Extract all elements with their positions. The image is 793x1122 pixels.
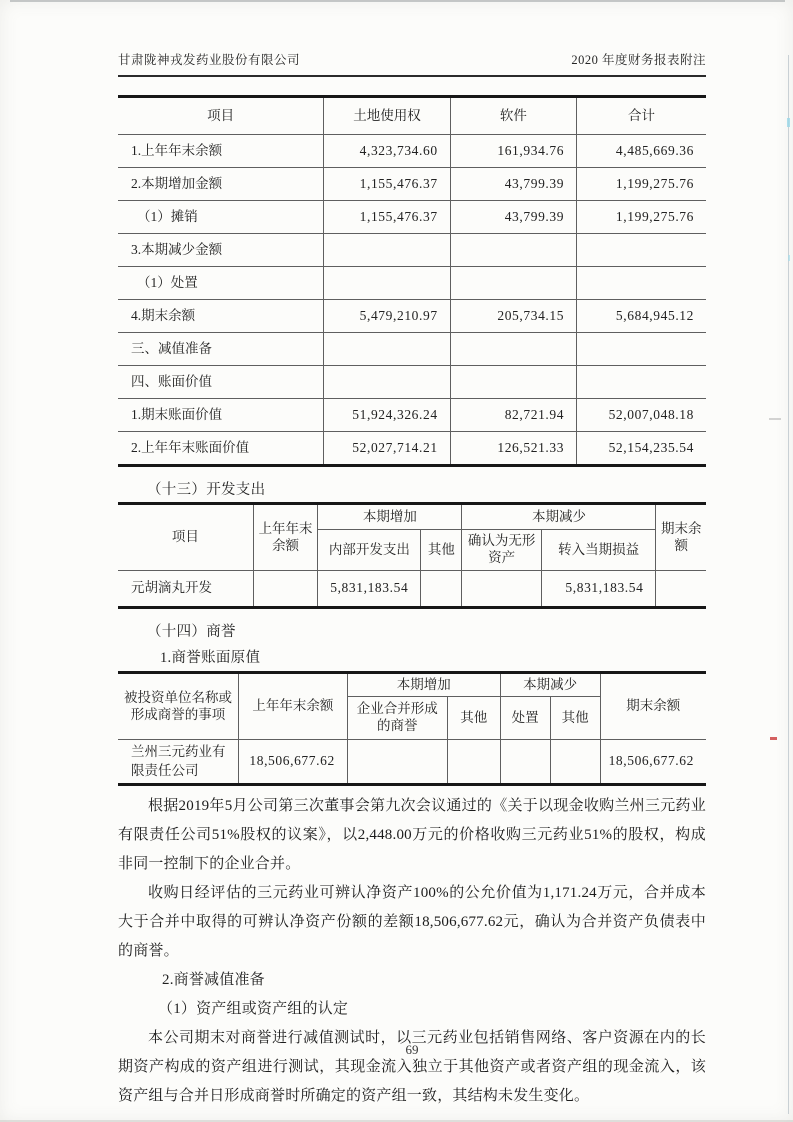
cell-value: [253, 571, 318, 608]
scan-artifact-cyan-tick: [787, 118, 790, 127]
section-heading-development-expenditure: （十三）开发支出: [147, 482, 266, 498]
row-label: 3.本期减少金额: [118, 234, 324, 267]
cell-value: [577, 333, 706, 366]
column-group-decrease: 本期减少: [462, 504, 656, 530]
table-row: [118, 571, 706, 608]
cell-value: 5,684,945.12: [577, 300, 706, 333]
cell-value: [324, 366, 450, 399]
cell-value: 52,154,235.54: [577, 432, 706, 466]
table-header-row: [118, 673, 706, 697]
cell-value: 51,924,326.24: [324, 399, 450, 432]
cell-value: [577, 234, 706, 267]
column-header-decrease-other: 其他: [550, 697, 600, 740]
paragraph-asset-group: 本公司期末对商誉进行减值测试时，以三元药业包括销售网络、客户资源在内的长期资产构成的资产组进行测试，其现金流入独立于其他资产或者资产组的现金流入，该资产组与合并日形成商誉时所确定的资产组一致，其结构未发生变化。: [118, 1030, 706, 1104]
table-row: [118, 234, 706, 267]
cell-value: [550, 740, 600, 785]
cell-value: 5,831,183.54: [541, 571, 656, 608]
column-group-decrease: 本期减少: [500, 673, 600, 697]
table-header-row: [118, 97, 706, 135]
table-row: [118, 267, 706, 300]
table-row: [118, 201, 706, 234]
development-expenditure-table: [118, 502, 706, 609]
table-row: [118, 333, 706, 366]
cell-value: [324, 267, 450, 300]
cell-value: 4,323,734.60: [324, 135, 450, 168]
cell-value: 161,934.76: [450, 135, 576, 168]
row-label: 2.上年年末账面价值: [118, 432, 324, 466]
paragraph-valuation: 收购日经评估的三元药业可辨认净资产100%的公允价值为1,171.24万元，合并成本大于合并中取得的可辨认净资产份额的差额18,506,677.62元，确认为合并资产负债表中的商誉。: [118, 885, 706, 959]
row-label: 1.上年年末余额: [118, 135, 324, 168]
row-label: （1）摊销: [118, 201, 324, 234]
cell-value: 1,155,476.37: [324, 168, 450, 201]
cell-value: 43,799.39: [450, 168, 576, 201]
column-header-item: 项目: [118, 504, 253, 571]
column-header-total: 合计: [577, 97, 706, 135]
row-label: 元胡滴丸开发: [118, 571, 253, 608]
table-row: [118, 135, 706, 168]
cell-value: [450, 267, 576, 300]
table-row: [118, 740, 706, 785]
cell-value: [450, 333, 576, 366]
report-title: 2020 年度财务报表附注: [571, 53, 706, 67]
section-heading-goodwill: （十四）商誉: [147, 624, 236, 640]
column-header-internal-development: 内部开发支出: [318, 530, 421, 571]
row-label: 四、账面价值: [118, 366, 324, 399]
company-name: 甘肃陇神戎发药业股份有限公司: [118, 53, 301, 67]
cell-value: [324, 333, 450, 366]
row-label: 4.期末余额: [118, 300, 324, 333]
column-group-increase: 本期增加: [347, 673, 500, 697]
scan-artifact-gray-mark: [769, 418, 781, 420]
cell-value: 5,831,183.54: [318, 571, 421, 608]
cell-value: 52,007,048.18: [577, 399, 706, 432]
row-label: 三、减值准备: [118, 333, 324, 366]
table-row: [118, 432, 706, 466]
column-header-opening-balance: 上年年末余额: [239, 673, 348, 740]
cell-value: [577, 267, 706, 300]
cell-value: 43,799.39: [450, 201, 576, 234]
row-label: 1.期末账面价值: [118, 399, 324, 432]
column-header-increase-other: 其他: [421, 530, 462, 571]
column-header-item: 项目: [118, 97, 324, 135]
column-header-closing-balance: 期末余额: [600, 673, 706, 740]
cell-value: 5,479,210.97: [324, 300, 450, 333]
column-header-investee: 被投资单位名称或形成商誉的事项: [118, 673, 239, 740]
goodwill-table: [118, 671, 706, 786]
table-header-row: [118, 504, 706, 530]
cell-value: 18,506,677.62: [600, 740, 706, 785]
cell-value: 18,506,677.62: [239, 740, 348, 785]
row-label: （1）处置: [118, 267, 324, 300]
cell-value: 205,734.15: [450, 300, 576, 333]
page-content: [118, 0, 706, 1111]
column-header-recognized-as-intangible: 确认为无形资产: [462, 530, 541, 571]
row-label: 兰州三元药业有限责任公司: [118, 740, 239, 785]
cell-value: 126,521.33: [450, 432, 576, 466]
cell-value: [450, 366, 576, 399]
cell-value: 4,485,669.36: [577, 135, 706, 168]
column-header-land-use-right: 土地使用权: [324, 97, 450, 135]
subheading-asset-group: （1）资产组或资产组的认定: [158, 1001, 349, 1017]
column-header-increase-other: 其他: [447, 697, 500, 740]
cell-value: [500, 740, 550, 785]
cell-value: [577, 366, 706, 399]
cell-value: 52,027,714.21: [324, 432, 450, 466]
column-header-disposal: 处置: [500, 697, 550, 740]
cell-value: 1,199,275.76: [577, 201, 706, 234]
document-header: [118, 50, 706, 77]
cell-value: 82,721.94: [450, 399, 576, 432]
table-row: [118, 399, 706, 432]
row-label: 2.本期增加金额: [118, 168, 324, 201]
cell-value: [462, 571, 541, 608]
cell-value: 1,155,476.37: [324, 201, 450, 234]
cell-value: [421, 571, 462, 608]
table-row: [118, 168, 706, 201]
cell-value: [347, 740, 447, 785]
table-row: [118, 300, 706, 333]
subheading-goodwill-original-value: 1.商誉账面原值: [160, 650, 261, 666]
column-group-increase: 本期增加: [318, 504, 462, 530]
column-header-software: 软件: [450, 97, 576, 135]
scan-artifact-cyan-tick: [788, 255, 790, 261]
column-header-goodwill-from-merger: 企业合并形成的商誉: [347, 697, 447, 740]
column-header-transferred-to-profit-loss: 转入当期损益: [541, 530, 656, 571]
scan-artifact-top-edge: [10, 0, 785, 2]
scan-artifact-right-edge: [788, 55, 789, 1114]
column-header-closing-balance: 期末余额: [656, 504, 706, 571]
subheading-goodwill-impairment: 2.商誉减值准备: [162, 972, 265, 988]
cell-value: [324, 234, 450, 267]
cell-value: [450, 234, 576, 267]
column-header-opening-balance: 上年年末余额: [253, 504, 318, 571]
cell-value: [656, 571, 706, 608]
page-number: 69: [405, 1042, 419, 1057]
cell-value: [447, 740, 500, 785]
table-row: [118, 366, 706, 399]
intangible-assets-table: [118, 95, 706, 467]
cell-value: 1,199,275.76: [577, 168, 706, 201]
scan-artifact-red-mark: [770, 737, 777, 740]
paragraph-acquisition: 根据2019年5月公司第三次董事会第九次会议通过的《关于以现金收购兰州三元药业有限责任公司51%股权的议案》，以2,448.00万元的价格收购三元药业51%的股权，构成非同一控制下的企业合并。: [118, 798, 706, 872]
